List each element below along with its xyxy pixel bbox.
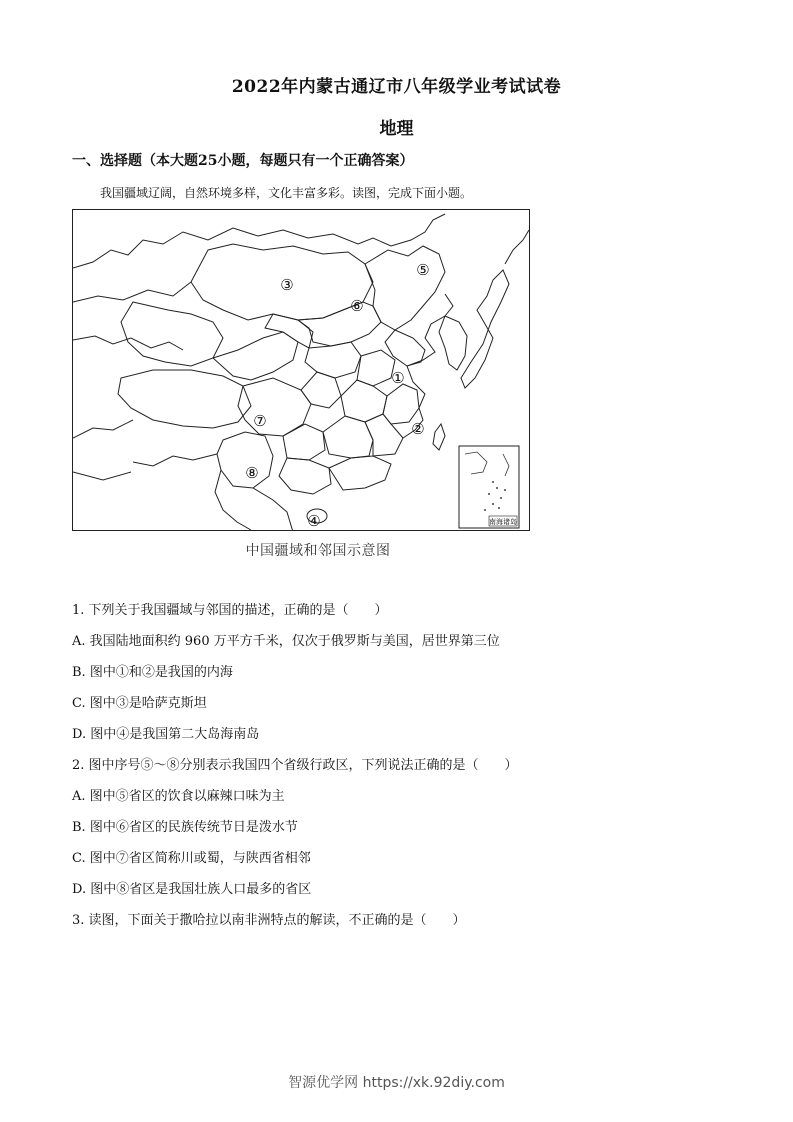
map-marker-4: ④ bbox=[307, 512, 321, 530]
china-map-figure bbox=[72, 209, 530, 531]
map-marker-1: ① bbox=[391, 369, 405, 387]
subject-title: 地理 bbox=[379, 119, 414, 139]
map-marker-7: ⑦ bbox=[253, 412, 267, 430]
question-1-option-d: D. 图中④是我国第二大岛海南岛 bbox=[72, 727, 260, 742]
question-2-option-b: B. 图中⑥省区的民族传统节日是泼水节 bbox=[72, 820, 298, 835]
document-title: 2022年内蒙古通辽市八年级学业考试试卷 bbox=[231, 77, 562, 97]
map-marker-3: ③ bbox=[280, 276, 294, 294]
map-marker-5: ⑤ bbox=[416, 261, 430, 279]
question-1-stem: 1. 下列关于我国疆域与邻国的描述，正确的是（ ） bbox=[72, 603, 388, 618]
section-intro: 我国疆域辽阔，自然环境多样，文化丰富多彩。读图，完成下面小题。 bbox=[100, 186, 473, 200]
inset-label: 南海诸岛 bbox=[489, 518, 517, 526]
question-1-option-b: B. 图中①和②是我国的内海 bbox=[72, 665, 233, 680]
map-caption: 中国疆域和邻国示意图 bbox=[245, 543, 391, 559]
map-marker-2: ② bbox=[411, 420, 425, 438]
question-1-option-c: C. 图中③是哈萨克斯坦 bbox=[72, 696, 207, 711]
question-2-option-d: D. 图中⑧省区是我国壮族人口最多的省区 bbox=[72, 882, 312, 897]
map-marker-8: ⑧ bbox=[245, 464, 259, 482]
question-2-option-a: A. 图中⑤省区的饮食以麻辣口味为主 bbox=[72, 789, 285, 804]
question-2-option-c: C. 图中⑦省区简称川或蜀，与陕西省相邻 bbox=[72, 851, 311, 866]
china-map-drawing bbox=[73, 210, 530, 531]
question-2-stem: 2. 图中序号⑤～⑧分别表示我国四个省级行政区，下列说法正确的是（ ） bbox=[72, 758, 518, 773]
section-heading: 一、选择题（本大题25小题，每题只有一个正确答案） bbox=[72, 153, 414, 169]
question-3-stem: 3. 读图，下面关于撒哈拉以南非洲特点的解读，不正确的是（ ） bbox=[72, 913, 466, 928]
footer-watermark[interactable]: 智源优学网 https://xk.92diy.com bbox=[288, 1075, 505, 1091]
question-1-option-a: A. 我国陆地面积约 960 万平方千米，仅次于俄罗斯与美国，居世界第三位 bbox=[72, 634, 500, 649]
map-marker-6: ⑥ bbox=[350, 297, 364, 315]
